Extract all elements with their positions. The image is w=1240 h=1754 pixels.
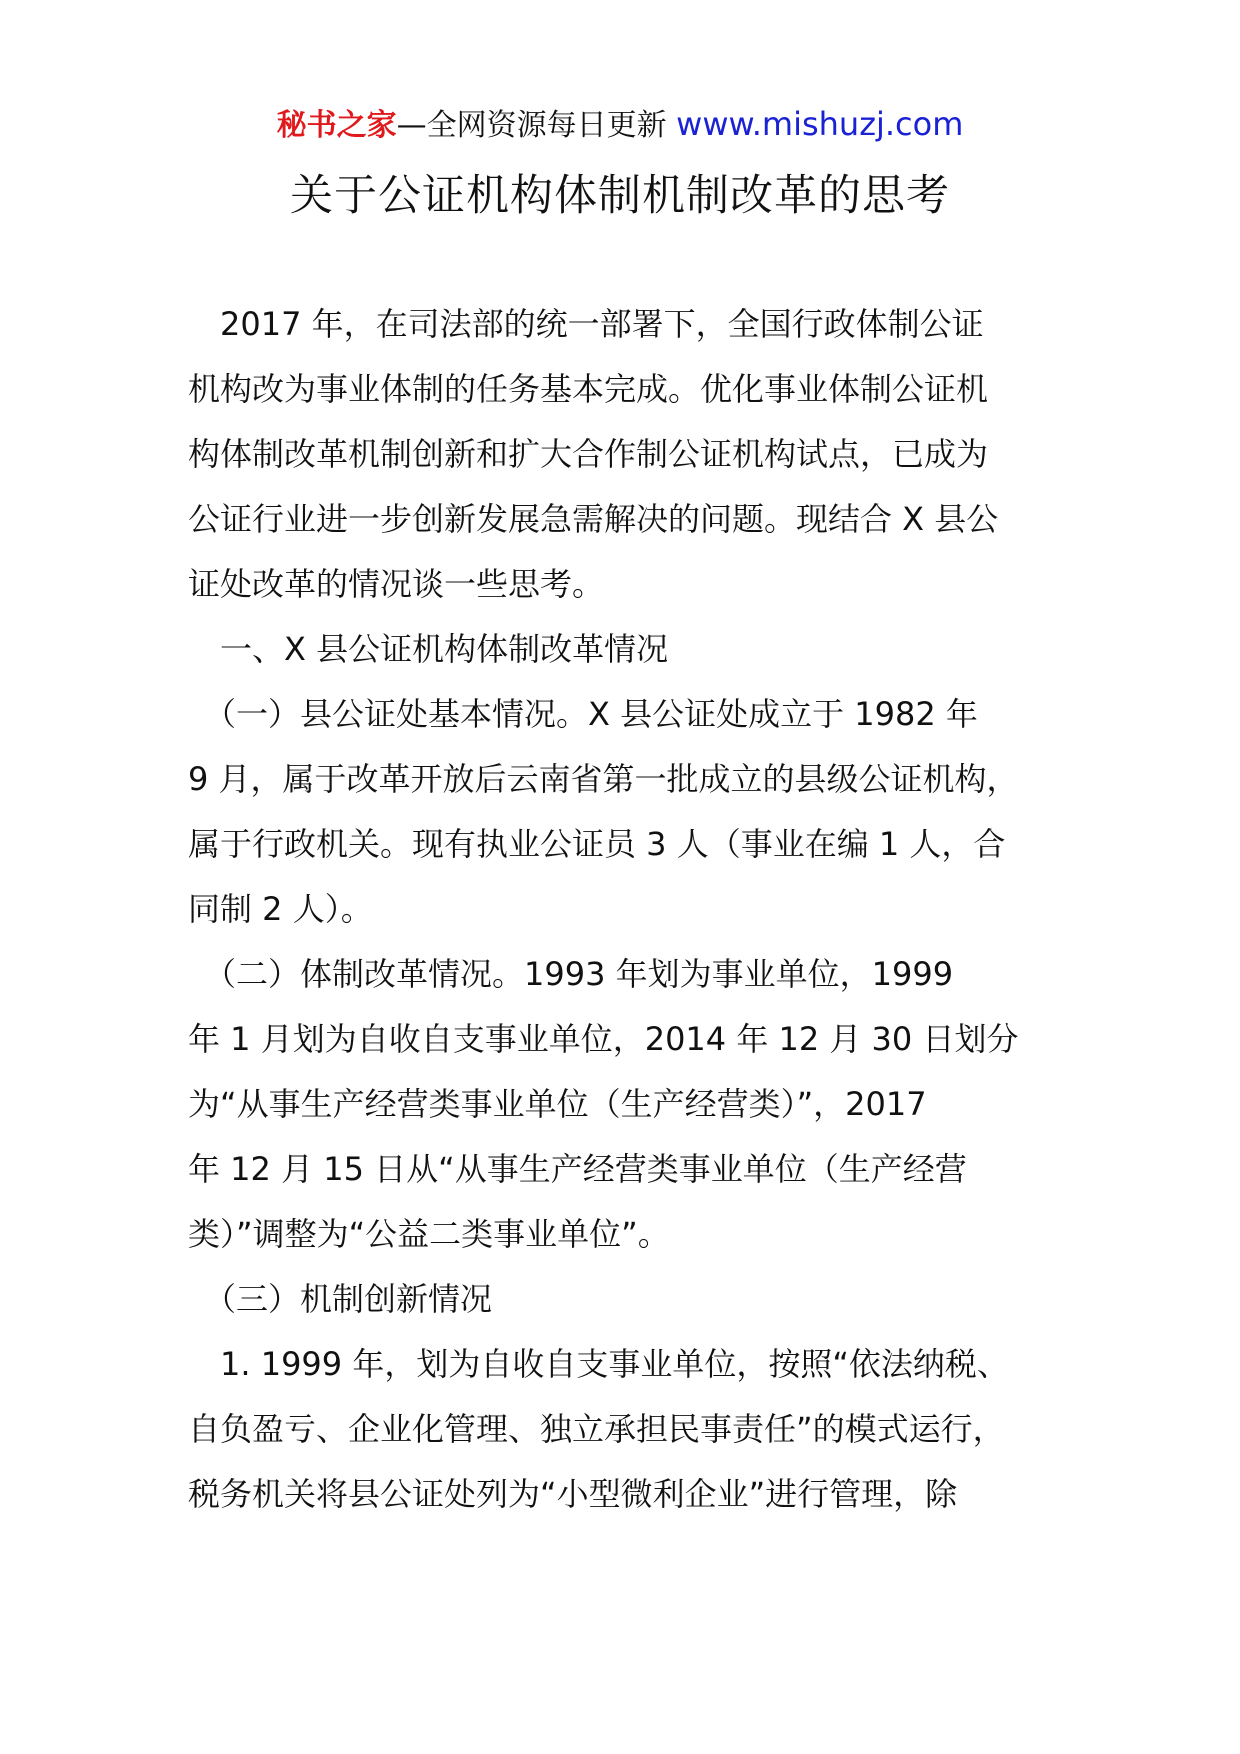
body-line: 类）”调整为“公益二类事业单位”。 <box>188 1215 670 1253</box>
document-title: 关于公证机构体制机制改革的思考 <box>290 171 950 221</box>
site-header <box>0 104 1240 146</box>
body-line: 为“从事生产经营类事业单位（生产经营类）”，2017 <box>188 1085 927 1123</box>
body-line: 年 1 月划为自收自支事业单位，2014 年 12 月 30 日划分 <box>188 1020 1019 1058</box>
body-line: 属于行政机关。现有执业公证员 3 人（事业在编 1 人，合 <box>188 825 1006 863</box>
body-line: （一）县公证处基本情况。X 县公证处成立于 1982 年 <box>188 695 978 733</box>
body-line: 自负盈亏、企业化管理、独立承担民事责任”的模式运行， <box>188 1410 1005 1448</box>
site-url-link[interactable]: www.mishuzj.com <box>676 105 964 143</box>
body-line: 1. 1999 年，划为自收自支事业单位，按照“依法纳税、 <box>188 1345 1009 1383</box>
brand-name: 秘书之家 <box>276 108 397 143</box>
body-line: 税务机关将县公证处列为“小型微利企业”进行管理，除 <box>188 1475 958 1513</box>
body-line: 9 月，属于改革开放后云南省第一批成立的县级公证机构， <box>188 760 1019 798</box>
site-slogan: —全网资源每日更新 <box>396 108 677 143</box>
body-line: 同制 2 人）。 <box>188 890 373 928</box>
document-body <box>188 292 1068 1527</box>
body-line: 证处改革的情况谈一些思考。 <box>188 565 605 603</box>
body-line: （二）体制改革情况。1993 年划为事业单位，1999 <box>188 955 954 993</box>
body-line: 构体制改革机制创新和扩大合作制公证机构试点，已成为 <box>188 435 989 473</box>
body-line: 2017 年，在司法部的统一部署下，全国行政体制公证 <box>188 305 984 343</box>
body-line: 年 12 月 15 日从“从事生产经营类事业单位（生产经营 <box>188 1150 967 1188</box>
body-line: 公证行业进一步创新发展急需解决的问题。现结合 X 县公 <box>188 500 999 538</box>
body-line: 机构改为事业体制的任务基本完成。优化事业体制公证机 <box>188 370 989 408</box>
section-heading: 一、X 县公证机构体制改革情况 <box>188 630 669 668</box>
subsection-heading: （三）机制创新情况 <box>188 1280 493 1318</box>
